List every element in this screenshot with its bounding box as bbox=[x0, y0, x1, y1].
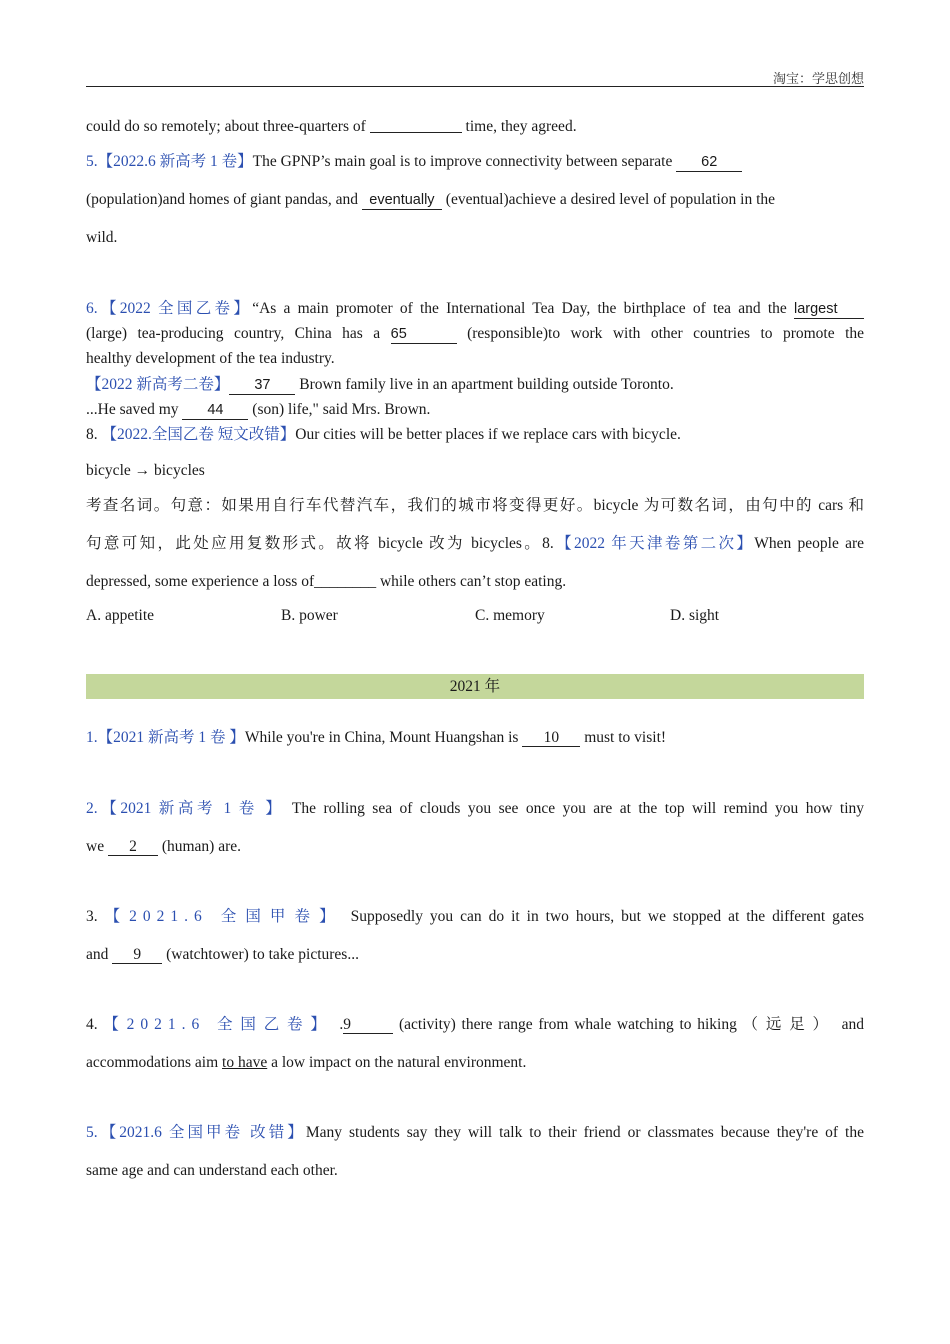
text: could do so remotely; about three-quarters of bbox=[86, 118, 366, 135]
question-source: 【2022 年天津卷第二次】 bbox=[553, 535, 755, 552]
correction: bicycle → bicycles bbox=[86, 462, 205, 479]
question-text: “As a main promoter of the International Tea Day, the birthplace of tea and the bbox=[252, 300, 787, 317]
question-text: a low impact on the natural environment. bbox=[271, 1054, 527, 1071]
question-source: 【2022 全国乙卷】 bbox=[97, 300, 253, 317]
answer: 44 bbox=[182, 402, 248, 420]
underlined-phrase: to have bbox=[222, 1054, 268, 1071]
question-number: 6. bbox=[86, 300, 98, 317]
question-text: (watchtower) to take pictures... bbox=[166, 946, 359, 963]
question-text: (responsible)to work with other countries to promote the bbox=[467, 325, 865, 342]
year-section-bar: 2021 年 bbox=[86, 674, 864, 699]
question-2021-4-line2 bbox=[86, 1053, 864, 1073]
option-b: B. power bbox=[281, 607, 338, 624]
question-source: 【2021.6 全国甲卷】 bbox=[104, 908, 344, 925]
question-source: 【2022.全国乙卷 短文改错】 bbox=[101, 426, 296, 443]
question-2022-5-line1 bbox=[86, 152, 864, 172]
header-brand: 淘宝：学思创想 bbox=[772, 71, 864, 86]
question-2021-5-line1 bbox=[86, 1123, 864, 1143]
question-text: (large) tea-producing country, China has a bbox=[86, 325, 381, 342]
question-text: healthy development of the tea industry. bbox=[86, 350, 335, 367]
question-2022-5-line3 bbox=[86, 228, 864, 248]
question-text: same age and can understand each other. bbox=[86, 1162, 338, 1179]
question-text: accommodations aim bbox=[86, 1054, 219, 1071]
option-d: D. sight bbox=[670, 607, 720, 624]
answer: 37 bbox=[229, 377, 295, 395]
question-2021-3-line1 bbox=[86, 907, 864, 927]
question-text: ...He saved my bbox=[86, 401, 179, 418]
question-number: 5. bbox=[86, 153, 98, 170]
question-tianjin-stem bbox=[86, 572, 864, 592]
question-source: 【2021 新高考 1 卷 】 bbox=[97, 800, 285, 817]
question-2021-4-line1 bbox=[86, 1015, 864, 1035]
answer: 2 bbox=[108, 838, 158, 856]
answer: largest bbox=[794, 301, 864, 319]
question-source: 【2021.6 全国乙卷】 bbox=[103, 1016, 334, 1033]
question-text: must to visit! bbox=[584, 729, 667, 746]
question-text: The GPNP’s main goal is to improve connectivity between separate bbox=[252, 153, 673, 170]
answer: 65 bbox=[391, 326, 457, 344]
question-text: (activity) there range from whale watching to hiking bbox=[399, 1016, 737, 1033]
question-2021-3-line2 bbox=[86, 945, 864, 965]
question-text: (son) life," said Mrs. Brown. bbox=[252, 401, 431, 418]
answer: eventually bbox=[362, 192, 442, 210]
question-text: Many students say they will talk to their friend or classmates because they're of the bbox=[305, 1124, 864, 1141]
gloss: （远足） bbox=[742, 1016, 836, 1033]
question-text: While you're in China, Mount Huangshan is bbox=[244, 729, 519, 746]
answer-blank bbox=[370, 117, 462, 133]
question-text: Brown family live in an apartment building outside Toronto. bbox=[299, 376, 674, 393]
question-number: 2. bbox=[86, 800, 98, 817]
question-text: (human) are. bbox=[161, 838, 242, 855]
question-2022-7-line1 bbox=[86, 375, 864, 395]
question-text: (population)and homes of giant pandas, and bbox=[86, 191, 359, 208]
explanation: 考查名词。句意：如果用自行车代替汽车，我们的城市将变得更好。bicycle 为可数名词，由句中的 cars 和 bbox=[86, 497, 864, 514]
question-text: Our cities will be better places if we replace cars with bicycle. bbox=[295, 426, 681, 443]
page-header bbox=[86, 68, 864, 87]
question-text: depressed, some experience a loss of________ while others can’t stop eating. bbox=[86, 573, 567, 590]
question-number: 4. bbox=[86, 1016, 98, 1033]
answer: 10 bbox=[522, 729, 580, 747]
question-source: 【2022.6 新高考 1 卷】 bbox=[97, 153, 253, 170]
question-source: 【2021 新高考 1 卷 】 bbox=[97, 729, 245, 746]
question-text: wild. bbox=[86, 229, 118, 246]
question-2021-1 bbox=[86, 728, 864, 748]
question-source: 【2021.6 全国甲卷 改错】 bbox=[97, 1124, 306, 1141]
question-number: 5. bbox=[86, 1124, 98, 1141]
question-text: (eventual)achieve a desired level of population in the bbox=[445, 191, 776, 208]
option-c: C. memory bbox=[475, 607, 545, 624]
question-text: and bbox=[86, 946, 109, 963]
explanation: 句意可知，此处应用复数形式。故将 bicycle 改为 bicycles。8. bbox=[86, 535, 554, 552]
question-2021-2-line1 bbox=[86, 799, 864, 819]
question-number: 3. bbox=[86, 908, 98, 925]
question-text: . bbox=[339, 1016, 344, 1033]
option-a: A. appetite bbox=[86, 607, 155, 624]
text: time, they agreed. bbox=[465, 118, 577, 135]
explanation-line2 bbox=[86, 534, 864, 554]
question-2022-8-line1 bbox=[86, 425, 864, 445]
question-2022-5-line2 bbox=[86, 190, 864, 210]
question-2022-6-line2 bbox=[86, 324, 864, 344]
question-text: and bbox=[841, 1016, 865, 1033]
explanation-line1 bbox=[86, 496, 864, 516]
answer: 9 bbox=[343, 1016, 393, 1034]
question-text: we bbox=[86, 838, 105, 855]
question-text: When people are bbox=[754, 535, 864, 552]
question-2021-2-line2 bbox=[86, 837, 864, 857]
correction-line bbox=[86, 461, 864, 481]
question-2022-6-line1 bbox=[86, 299, 864, 319]
question-number: 8. bbox=[86, 426, 98, 443]
question-2022-7-line2 bbox=[86, 400, 864, 420]
answer: 9 bbox=[112, 946, 162, 964]
question-text: The rolling sea of clouds you see once you are at the top will remind you how tiny bbox=[291, 800, 864, 817]
question-text: Supposedly you can do it in two hours, but we stopped at the different gates bbox=[350, 908, 865, 925]
question-2021-5-line2 bbox=[86, 1161, 864, 1181]
continued-line bbox=[86, 117, 864, 137]
question-source: 【2022 新高考二卷】 bbox=[86, 376, 230, 393]
answer: 62 bbox=[676, 154, 742, 172]
question-number: 1. bbox=[86, 729, 98, 746]
question-2022-6-line3 bbox=[86, 349, 864, 369]
